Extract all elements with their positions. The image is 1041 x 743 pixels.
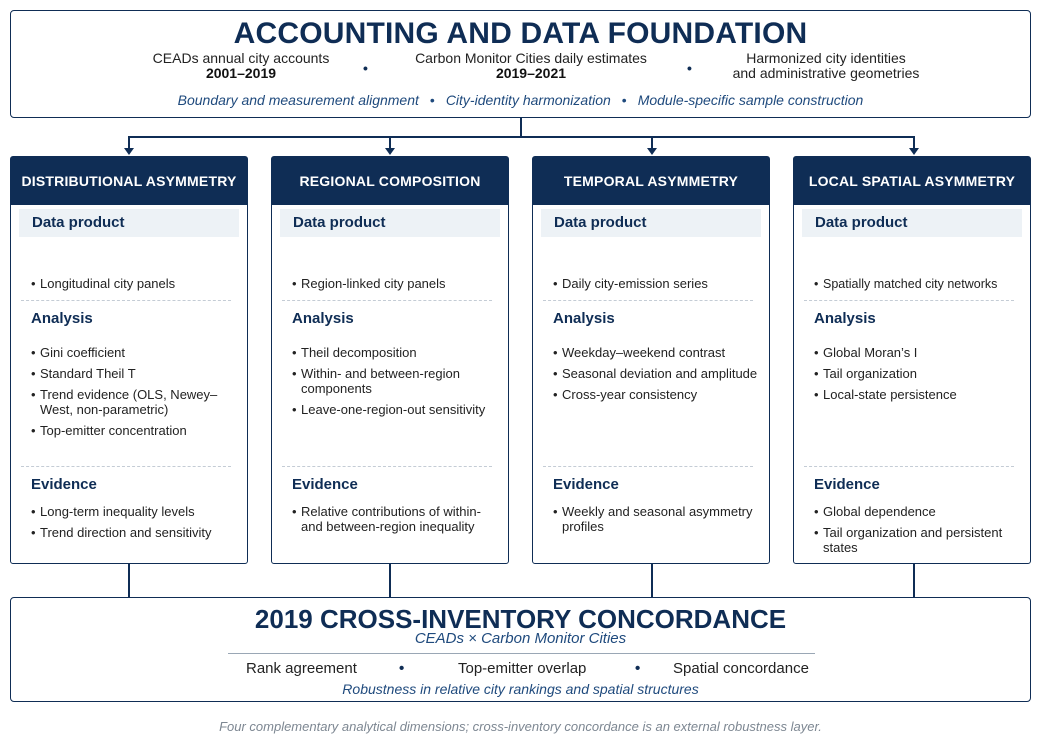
- module-title: LOCAL SPATIAL ASYMMETRY: [794, 157, 1030, 205]
- check-rank-agreement: Rank agreement: [246, 660, 357, 677]
- foundation-box: [10, 10, 1031, 118]
- list-item: • Within- and between-region components: [292, 367, 500, 396]
- source-carbon-monitor-name: Carbon Monitor Cities daily estimates: [415, 50, 647, 66]
- list-item: • Trend evidence (OLS, Newey–West, non-parametric): [31, 388, 239, 417]
- list-item: • Relative contributions of within- and between-region inequality: [292, 505, 500, 534]
- module-title: REGIONAL COMPOSITION: [272, 157, 508, 205]
- list-item: • Top-emitter concentration: [31, 424, 239, 439]
- list-item: • Standard Theil T: [31, 367, 239, 382]
- evidence-list: [814, 505, 1022, 562]
- data-product-list: [31, 277, 239, 298]
- divider: [21, 466, 231, 467]
- separator-dot: •: [399, 660, 405, 677]
- list-item: • Weekly and seasonal asymmetry profiles: [553, 505, 761, 534]
- connector-drop: [913, 564, 915, 597]
- connector-bus: [128, 136, 914, 138]
- source-harmonized-line2: and administrative geometries: [732, 65, 920, 81]
- evidence-heading: Evidence: [553, 476, 619, 493]
- step-sample-construction: Module-specific sample construction: [637, 92, 864, 108]
- separator-dot: •: [363, 60, 368, 76]
- evidence-list: [31, 505, 239, 547]
- list-item: • Tail organization: [814, 367, 1022, 382]
- check-top-emitter-overlap: Top-emitter overlap: [458, 660, 587, 677]
- source-ceads-name: CEADs annual city accounts: [152, 50, 330, 66]
- concordance-subtitle: CEADs × Carbon Monitor Cities: [414, 630, 627, 647]
- foundation-title: ACCOUNTING AND DATA FOUNDATION: [233, 17, 808, 50]
- analysis-list: [31, 346, 239, 445]
- data-product-list: [553, 277, 761, 298]
- list-item: • Global Moran’s I: [814, 346, 1022, 361]
- divider: [543, 300, 753, 301]
- source-carbon-monitor: [391, 51, 671, 81]
- list-item: • Theil decomposition: [292, 346, 500, 361]
- source-ceads-years: 2001–2019: [205, 65, 277, 81]
- list-item: • Weekday–weekend contrast: [553, 346, 761, 361]
- list-item: • Longitudinal city panels: [31, 277, 239, 292]
- analysis-heading: Analysis: [814, 310, 876, 327]
- connector-drop: [389, 564, 391, 597]
- evidence-heading: Evidence: [31, 476, 97, 493]
- source-harmonized-line1: Harmonized city identities: [746, 50, 906, 66]
- separator-dot: •: [635, 660, 641, 677]
- divider: [804, 300, 1014, 301]
- source-harmonized: [701, 51, 951, 81]
- list-item: • Seasonal deviation and amplitude: [553, 367, 761, 382]
- analysis-list: [814, 346, 1022, 409]
- data-product-list: [814, 277, 1022, 298]
- divider: [282, 466, 492, 467]
- divider: [543, 466, 753, 467]
- analysis-list: [553, 346, 761, 409]
- figure-caption: Four complementary analytical dimensions; cross-inventory concordance is an external robustness layer.: [219, 719, 822, 734]
- separator-dot: •: [687, 60, 692, 76]
- list-item: • Cross-year consistency: [553, 388, 761, 403]
- module-title: TEMPORAL ASYMMETRY: [533, 157, 769, 205]
- step-city-identity: City-identity harmonization: [445, 92, 611, 108]
- list-item: • Daily city-emission series: [553, 277, 761, 292]
- divider: [21, 300, 231, 301]
- connector-trunk: [520, 118, 522, 137]
- list-item: • Local-state persistence: [814, 388, 1022, 403]
- list-item: • Leave-one-region-out sensitivity: [292, 403, 500, 418]
- arrow-down-icon: [909, 148, 919, 155]
- data-product-heading: Data product: [802, 209, 1022, 237]
- concordance-box: [10, 597, 1031, 702]
- analysis-list: [292, 346, 500, 424]
- list-item: • Global dependence: [814, 505, 1022, 520]
- module-regional-composition: [271, 156, 509, 564]
- divider: [282, 300, 492, 301]
- evidence-heading: Evidence: [292, 476, 358, 493]
- list-item: • Long-term inequality levels: [31, 505, 239, 520]
- arrow-down-icon: [647, 148, 657, 155]
- analysis-heading: Analysis: [31, 310, 93, 327]
- source-carbon-monitor-years: 2019–2021: [495, 65, 567, 81]
- concordance-title: 2019 CROSS-INVENTORY CONCORDANCE: [254, 604, 787, 634]
- foundation-steps: Boundary and measurement alignment • City-identity harmonization • Module-specific sample construction: [177, 92, 864, 108]
- data-product-list: [292, 277, 500, 298]
- evidence-list: [553, 505, 761, 541]
- data-product-heading: Data product: [280, 209, 500, 237]
- analysis-heading: Analysis: [292, 310, 354, 327]
- module-temporal-asymmetry: [532, 156, 770, 564]
- list-item: • Region-linked city panels: [292, 277, 500, 292]
- list-item: • Spatially matched city networks: [814, 277, 1022, 292]
- concordance-divider: [228, 653, 815, 654]
- data-product-heading: Data product: [19, 209, 239, 237]
- concordance-note: Robustness in relative city rankings and spatial structures: [342, 681, 699, 697]
- list-item: • Gini coefficient: [31, 346, 239, 361]
- list-item: • Trend direction and sensitivity: [31, 526, 239, 541]
- arrow-down-icon: [124, 148, 134, 155]
- connector-drop: [651, 564, 653, 597]
- evidence-heading: Evidence: [814, 476, 880, 493]
- check-spatial-concordance: Spatial concordance: [673, 660, 809, 677]
- module-local-spatial-asymmetry: [793, 156, 1031, 564]
- arrow-down-icon: [385, 148, 395, 155]
- module-distributional-asymmetry: [10, 156, 248, 564]
- analysis-heading: Analysis: [553, 310, 615, 327]
- module-title: DISTRIBUTIONAL ASYMMETRY: [11, 157, 247, 205]
- step-boundary: Boundary and measurement alignment: [177, 92, 419, 108]
- connector-drop: [128, 564, 130, 597]
- data-product-heading: Data product: [541, 209, 761, 237]
- evidence-list: [292, 505, 500, 541]
- list-item: • Tail organization and persistent states: [814, 526, 1022, 555]
- source-ceads: [131, 51, 351, 81]
- divider: [804, 466, 1014, 467]
